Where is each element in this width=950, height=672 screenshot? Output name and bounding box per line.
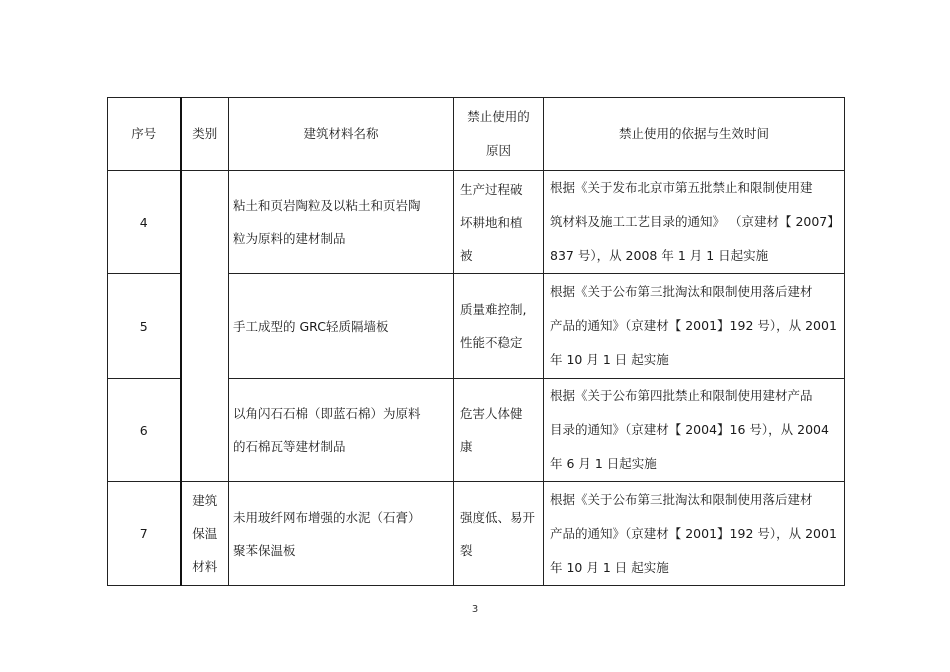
- basis-line: 产品的通知》（京建材【 2001】192 号），从 2001: [550, 318, 837, 333]
- banned-materials-table: [107, 97, 845, 586]
- category-line: 建筑: [192, 493, 218, 508]
- row-name: [229, 379, 454, 482]
- reason-line: 坏耕地和植: [460, 214, 523, 230]
- table-row: [108, 482, 845, 586]
- name-line: 粒为原料的建材制品: [233, 231, 346, 246]
- name-line: 未用玻纤网布增强的水泥（石膏）: [233, 509, 421, 525]
- basis-line: 837 号），从 2008 年 1 月 1 日起实施: [550, 248, 769, 263]
- reason-line: 强度低、易开: [460, 509, 536, 525]
- reason-line: 质量难控制,: [460, 302, 527, 317]
- row-category: [181, 482, 229, 586]
- basis-line: 目录的通知》（京建材【 2004】16 号），从 2004: [550, 422, 829, 437]
- reason-line: 被: [460, 247, 473, 263]
- basis-line: 根据《关于公布第三批淘汰和限制使用落后建材: [550, 284, 813, 299]
- page-number: 3: [471, 604, 479, 615]
- row-seq: 4: [108, 171, 181, 274]
- reason-line: 危害人体健: [460, 406, 523, 421]
- row-seq: 5: [108, 274, 181, 379]
- header-reason: [454, 98, 544, 171]
- reason-line: 生产过程破: [460, 181, 523, 197]
- row-reason: [454, 482, 544, 586]
- reason-line: 康: [460, 439, 473, 454]
- row-category-empty: [181, 171, 229, 482]
- row-reason: [454, 171, 544, 274]
- row-basis: [544, 274, 845, 379]
- header-reason-line2: 原因: [485, 143, 511, 158]
- header-reason-line1: 禁止使用的: [467, 109, 530, 124]
- row-seq: 6: [108, 379, 181, 482]
- row-reason: [454, 379, 544, 482]
- row-basis: [544, 379, 845, 482]
- row-reason: [454, 274, 544, 379]
- reason-line: 性能不稳定: [460, 335, 523, 350]
- name-line: 的石棉瓦等建材制品: [233, 439, 346, 454]
- row-name: [229, 482, 454, 586]
- category-line: 保温: [192, 526, 218, 541]
- row-name: [229, 274, 454, 379]
- name-line: 聚苯保温板: [233, 542, 296, 558]
- reason-line: 裂: [460, 542, 473, 558]
- basis-line: 根据《关于公布第三批淘汰和限制使用落后建材: [550, 491, 813, 507]
- basis-line: 筑材料及施工工艺目录的通知》 （京建材【 2007】: [550, 214, 840, 229]
- category-line: 材料: [192, 559, 218, 574]
- name-line: 以角闪石石棉（即蓝石棉）为原料: [233, 406, 421, 421]
- table-row: [108, 171, 845, 274]
- basis-line: 年 6 月 1 日起实施: [550, 456, 657, 471]
- row-name: [229, 171, 454, 274]
- basis-line: 根据《关于公布第四批禁止和限制使用建材产品: [550, 388, 813, 403]
- name-line: 粘土和页岩陶粒及以粘土和页岩陶: [233, 198, 421, 213]
- header-basis: 禁止使用的依据与生效时间: [544, 98, 845, 171]
- header-name: 建筑材料名称: [229, 98, 454, 171]
- row-basis: [544, 482, 845, 586]
- basis-line: 根据《关于发布北京市第五批禁止和限制使用建: [550, 180, 813, 195]
- header-category: 类别: [181, 98, 229, 171]
- header-seq: 序号: [108, 98, 181, 171]
- table-header-row: [108, 98, 845, 171]
- basis-line: 年 10 月 1 日 起实施: [550, 559, 669, 575]
- name-line: 手工成型的 GRC轻质隔墙板: [233, 318, 389, 334]
- row-basis: [544, 171, 845, 274]
- basis-line: 年 10 月 1 日 起实施: [550, 352, 669, 367]
- basis-line: 产品的通知》（京建材【 2001】192 号），从 2001: [550, 525, 837, 541]
- row-seq: 7: [108, 482, 181, 586]
